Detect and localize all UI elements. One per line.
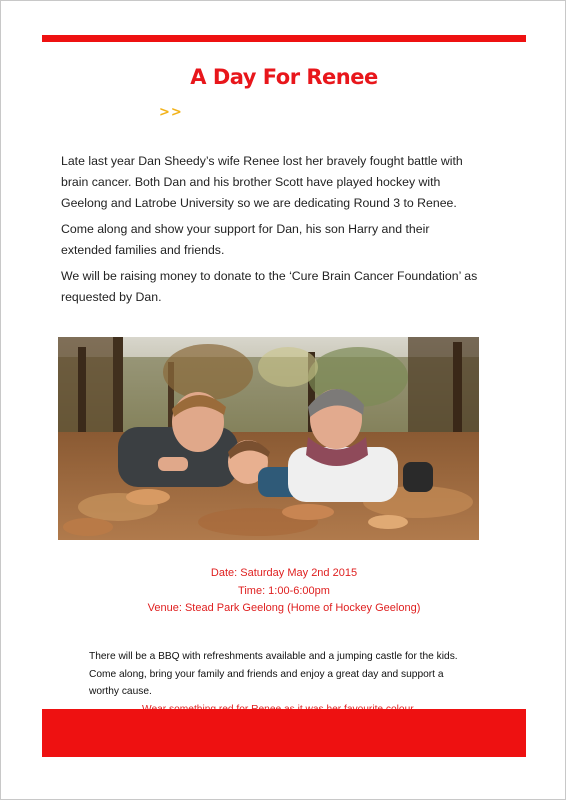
flyer-title: A Day For Renee — [190, 65, 378, 89]
event-details — [1, 565, 566, 618]
top-red-bar — [42, 35, 526, 42]
event-time: Time: 1:00-6:00pm — [238, 584, 330, 597]
event-venue: Venue: Stead Park Geelong (Home of Hockey Geelong) — [147, 602, 421, 614]
family-photo-illustration — [58, 337, 479, 540]
closing-text — [89, 648, 469, 718]
bottom-red-bar — [42, 709, 526, 757]
double-arrow-icon: >> — [159, 105, 183, 120]
intro-text — [61, 151, 481, 313]
support-paragraph: Come along and show your support for Dan, his son Harry and their extended families and friends. — [61, 222, 430, 257]
intro-paragraph: Late last year Dan Sheedy’s wife Renee lost her bravely fought battle with brain cancer. Both Dan and his brother Scott have played hockey with Geelong and Latrobe University so we are dedicating Round 3 to Renee. — [61, 154, 463, 210]
event-date: Date: Saturday May 2nd 2015 — [210, 567, 358, 579]
family-photo — [58, 337, 479, 540]
fundraising-paragraph: We will be raising money to donate to the ‘Cure Brain Cancer Foundation’ as requested by Dan. — [61, 269, 478, 304]
closing-paragraph: There will be a BBQ with refreshments available and a jumping castle for the kids. Come along, bring your family and friends and enjoy a great day and support a worthy cause. — [89, 651, 458, 697]
